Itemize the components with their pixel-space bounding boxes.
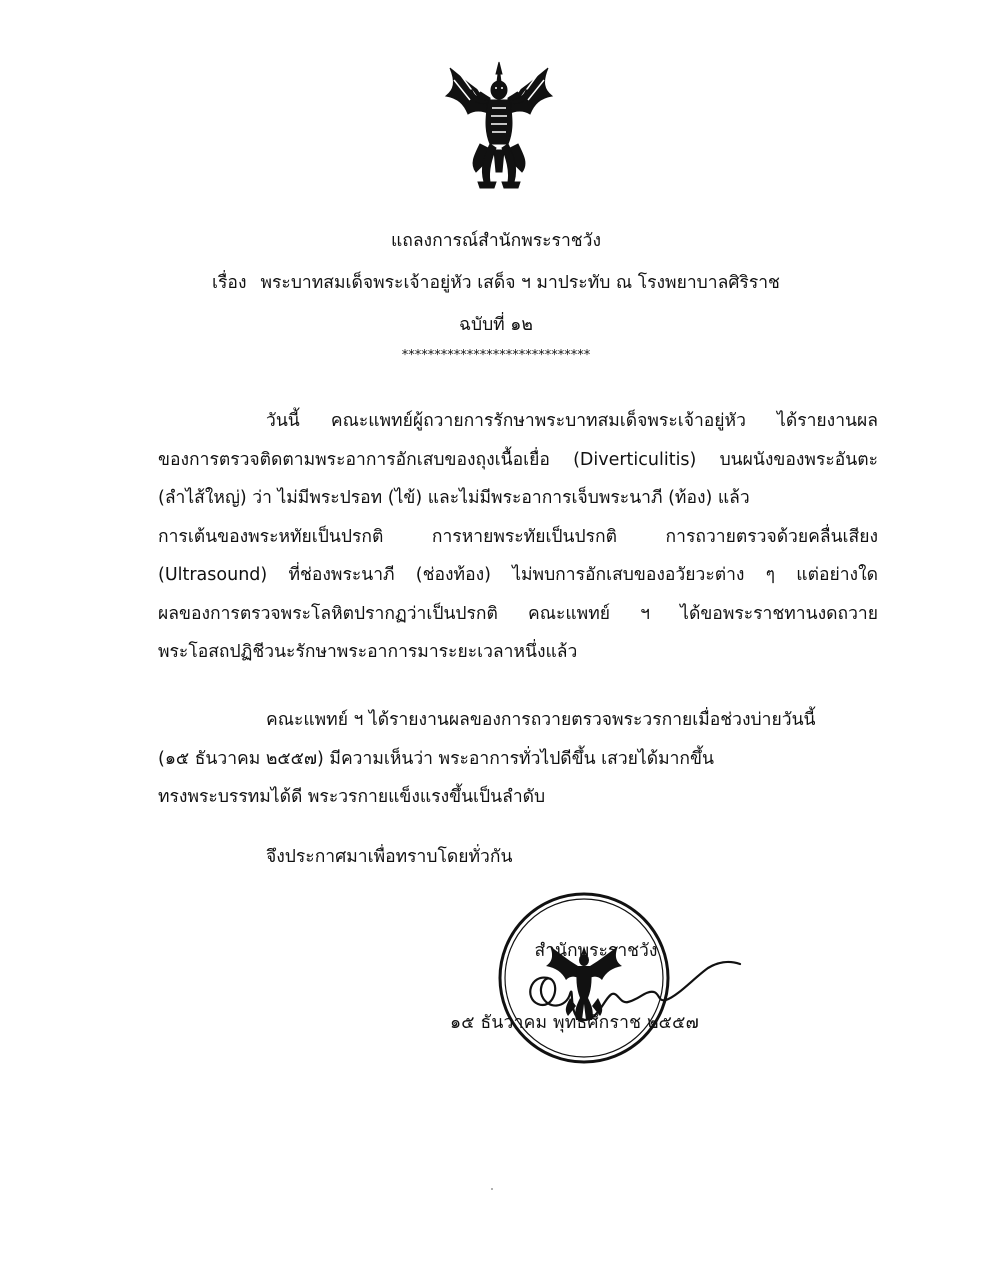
text-line: ของการตรวจติดตามพระอาการอักเสบของถุงเนื้อเยื่อ (Diverticulitis) บนผนังของพระอันตะ	[158, 449, 878, 470]
garuda-emblem-icon	[440, 60, 558, 190]
text-line: ทรงพระบรรทมได้ดี พระวรกายแข็งแรงขึ้นเป็นลำดับ	[158, 787, 546, 807]
text-line: พระโอสถปฏิชีวนะรักษาพระอาการมาระยะเวลาหนึ่งแล้ว	[158, 642, 578, 662]
closing-paragraph	[158, 838, 878, 877]
announcement-title: แถลงการณ์สำนักพระราชวัง	[390, 231, 602, 251]
text-line: (Ultrasound) ที่ช่องพระนาภี (ช่องท้อง) ไม่พบการอักเสบของอวัยวะต่าง ๆ แต่อย่างใด	[158, 565, 878, 585]
announcement-subject	[0, 268, 992, 296]
text-line: (๑๕ ธันวาคม ๒๕๕๗) มีความเห็นว่า พระอาการทั่วไปดีขึ้น เสวยได้มากขึ้น	[158, 748, 714, 769]
paragraph-2	[158, 701, 878, 817]
text-line: (ลำไส้ใหญ่) ว่า ไม่มีพระปรอท (ไข้) และไม่มีพระอาการเจ็บพระนาภี (ท้อง) แล้ว	[158, 488, 750, 508]
paragraph-1	[158, 402, 878, 672]
text-line: ผลของการตรวจพระโลหิตปรากฏว่าเป็นปรกติ คณะแพทย์ ฯ ได้ขอพระราชทานงดถวาย	[158, 603, 878, 624]
closing-line: จึงประกาศมาเพื่อทราบโดยทั่วกัน	[266, 847, 513, 867]
office-name: สำนักพระราชวัง	[534, 941, 658, 961]
separator-line: *****************************	[401, 348, 591, 363]
subject-text: พระบาทสมเด็จพระเจ้าอยู่หัว เสด็จ ฯ มาประทับ ณ โรงพยาบาลศิริราช	[260, 273, 780, 293]
issue-number: ฉบับที่ ๑๒	[459, 315, 533, 335]
subject-label: เรื่อง	[212, 273, 247, 293]
text-line: วันนี้ คณะแพทย์ผู้ถวายการรักษาพระบาทสมเด็จพระเจ้าอยู่หัว ได้รายงานผล	[266, 411, 878, 431]
signature-block	[420, 890, 760, 1080]
signature-date: ๑๕ ธันวาคม พุทธศักราช ๒๕๕๗	[450, 1013, 699, 1033]
scan-speck	[491, 1188, 493, 1190]
text-line: การเต้นของพระหทัยเป็นปรกติ การหายพระทัยเป็นปรกติ การถวายตรวจด้วยคลื่นเสียง	[158, 526, 878, 547]
text-line: คณะแพทย์ ฯ ได้รายงานผลของการถวายตรวจพระวรกายเมื่อช่วงบ่ายวันนี้	[266, 710, 816, 730]
